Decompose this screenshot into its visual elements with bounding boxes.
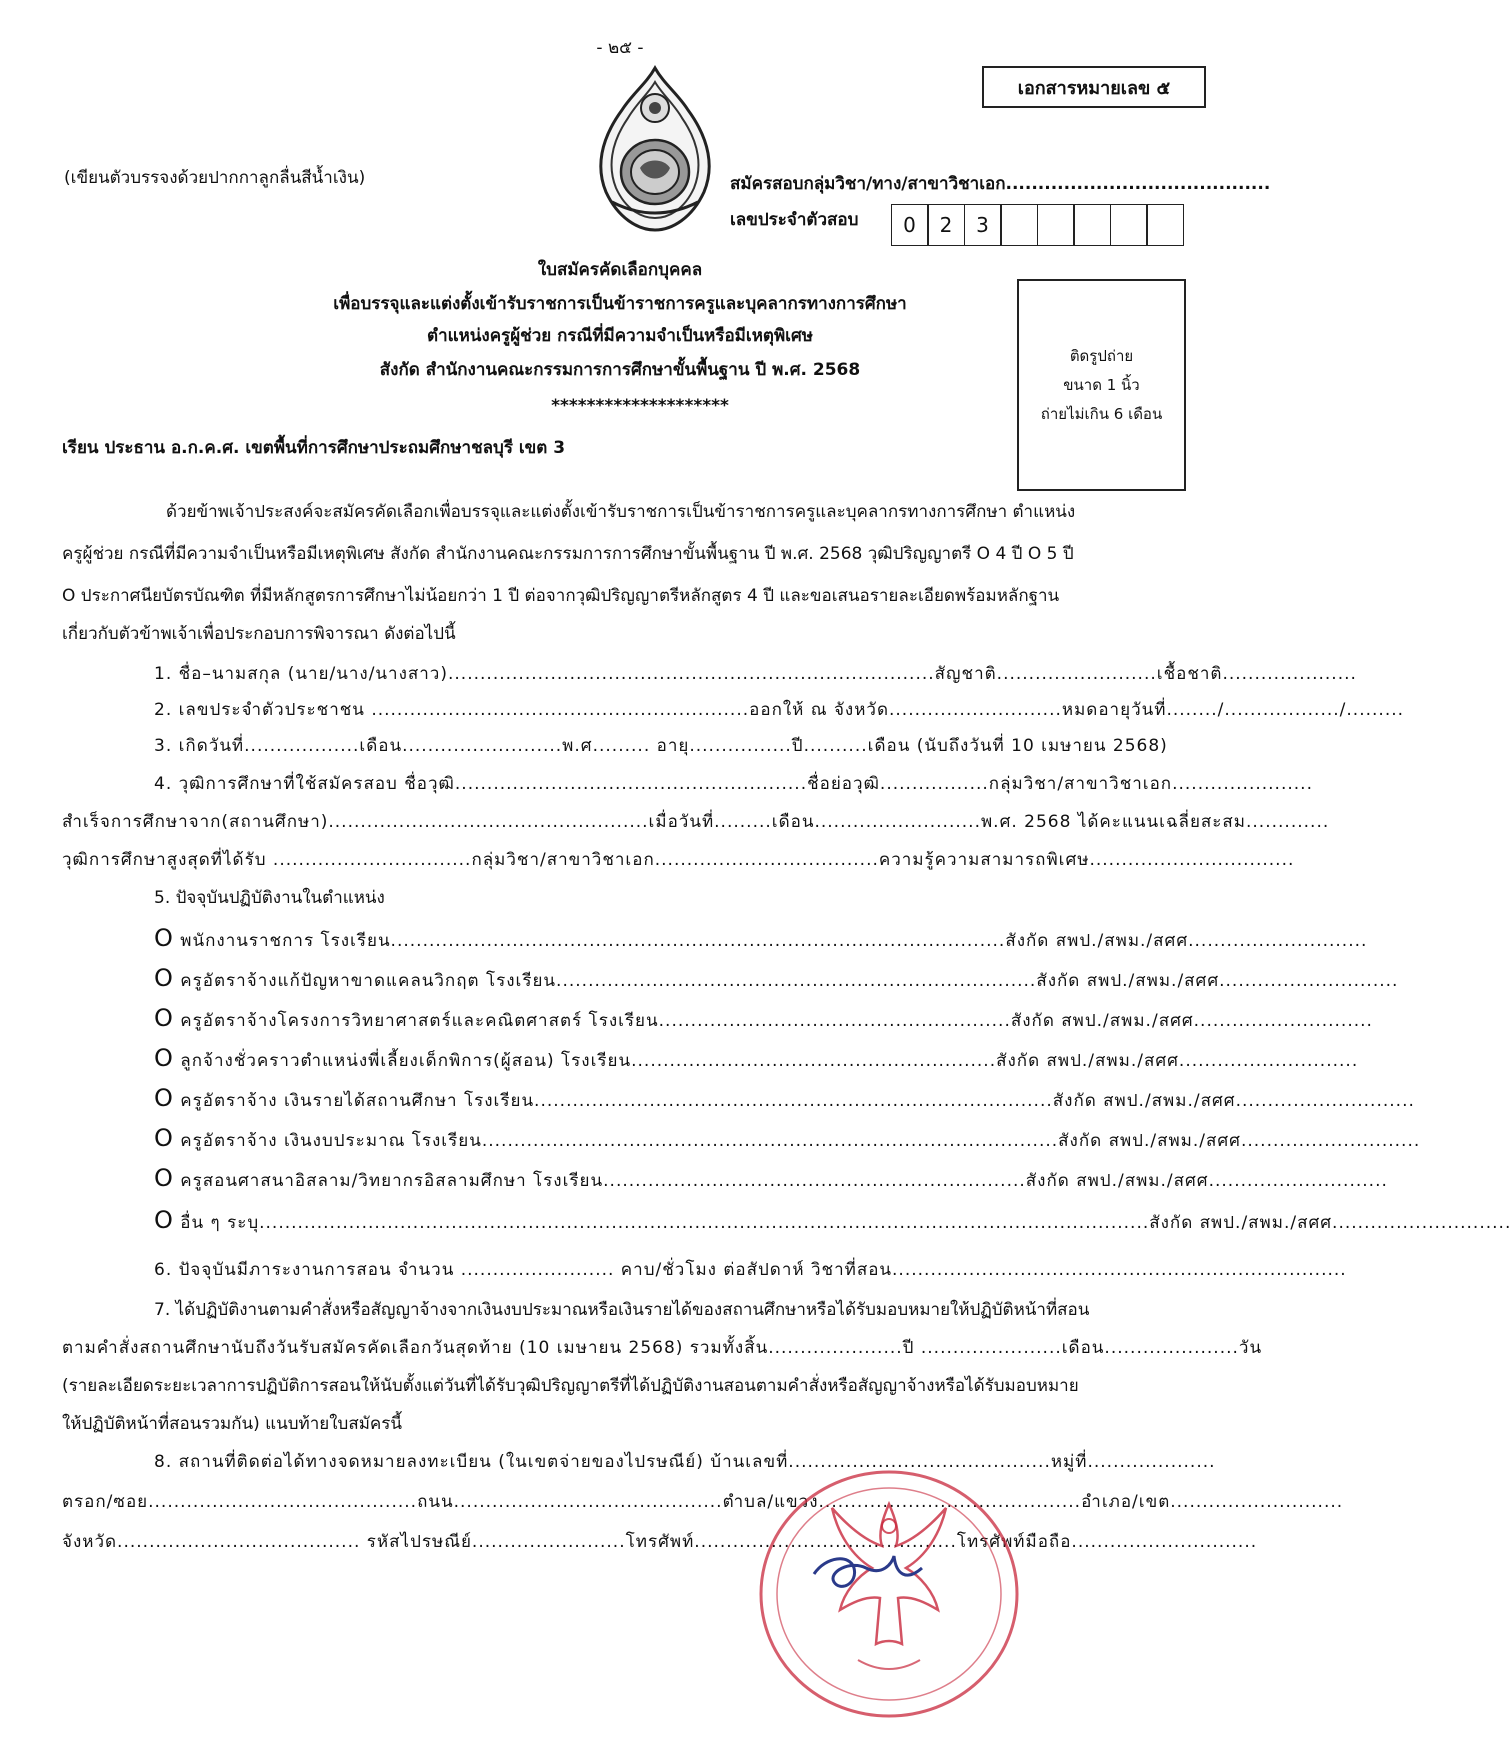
intro-line4: เกี่ยวกับตัวข้าพเจ้าเพื่อประกอบการพิจารณา ดังต่อไปนี้ <box>62 624 456 644</box>
exam-id-digit[interactable] <box>1146 204 1184 246</box>
exam-id-digit[interactable] <box>1073 204 1111 246</box>
exam-id-digit[interactable] <box>1000 204 1038 246</box>
position-option[interactable] <box>154 1164 1388 1194</box>
item-8-house-no[interactable]: 8. สถานที่ติดต่อได้ทางจดหมายลงทะเบียน (ในเขตจ่ายของไปรษณีย์) บ้านเลขที่.........................................หมู่ที่.................... <box>154 1452 1216 1472</box>
page-number: - ๒๕ - <box>596 38 644 58</box>
position-label: ครูสอนศาสนาอิสลาม/วิทยากรอิสลามศึกษา โรงเรียน..................................................................สังกัด สพป./สพม./สศศ............................ <box>180 1171 1388 1191</box>
form-title-line1: ใบสมัครคัดเลือกบุคคล <box>537 260 703 280</box>
position-radio[interactable]: O <box>154 964 174 992</box>
title-stars: ******************** <box>551 396 729 416</box>
position-option[interactable] <box>154 924 1367 954</box>
item-7-note-line1: (รายละเอียดระยะเวลาการปฏิบัติการสอนให้นับตั้งแต่วันที่ได้รับวุฒิปริญญาตรีที่ได้ปฏิบัติงานสอนตามคำสั่งหรือสัญญาจ้างหรือได้รับมอบหมาย <box>62 1376 1079 1396</box>
item-2-citizen-id[interactable]: 2. เลขประจำตัวประชาชน ...........................................................ออกให้ ณ จังหวัด...........................หมดอายุวันที่......../................../......... <box>154 700 1405 720</box>
item-1-name[interactable]: 1. ชื่อ–นามสกุล (นาย/นาง/นางสาว)............................................................................สัญชาติ.........................เชื้อชาติ..................... <box>154 664 1357 684</box>
item-5-current-position: 5. ปัจจุบันปฏิบัติงานในตำแหน่ง <box>154 888 385 908</box>
exam-id-boxes[interactable] <box>892 204 1184 246</box>
instruction-text: (เขียนตัวบรรจงด้วยปากกาลูกลื่นสีน้ำเงิน) <box>64 168 366 188</box>
position-label: พนักงานราชการ โรงเรียน................................................................................................สังกัด สพป./สพม./สศศ............................ <box>180 931 1368 951</box>
photo-box-line1: ติดรูปถ่าย <box>1069 346 1134 365</box>
item-3-birth-date[interactable]: 3. เกิดวันที่..................เดือน.........................พ.ศ......... อายุ................ปี..........เดือน (นับถึงวันที่ 10 เมษายน 2568) <box>154 736 1168 756</box>
position-radio[interactable]: O <box>154 1124 174 1152</box>
position-label: ลูกจ้างชั่วคราวตำแหน่งพี่เลี้ยงเด็กพิการ(ผู้สอน) โรงเรียน.........................................................สังกัด สพป./สพม./สศศ............................ <box>180 1051 1359 1071</box>
document-number-box <box>982 66 1206 108</box>
exam-id-digit[interactable] <box>1037 204 1075 246</box>
position-radio[interactable]: O <box>154 924 174 952</box>
document-number: เอกสารหมายเลข ๕ <box>1017 77 1171 99</box>
position-label: ครูอัตราจ้างโครงการวิทยาศาสตร์และคณิตศาสตร์ โรงเรียน.......................................................สังกัด สพป./สพม./สศศ............................ <box>180 1011 1373 1031</box>
official-stamp <box>754 1464 1024 1728</box>
item-7-duration[interactable]: ตามคำสั่งสถานศึกษานับถึงวันรับสมัครคัดเลือกวันสุดท้าย (10 เมษายน 2568) รวมทั้งสิ้น.....................ปี ......................เดือน.....................วัน <box>62 1338 1263 1358</box>
position-label: ครูอัตราจ้าง เงินรายได้สถานศึกษา โรงเรียน.................................................................................สังกัด สพป./สพม./สศศ............................ <box>180 1091 1415 1111</box>
exam-id-digit[interactable] <box>1110 204 1148 246</box>
item-8-province[interactable]: จังหวัด...................................... รหัสไปรษณีย์........................โทรศัพท์.........................................โทรศัพท์มือถือ............................. <box>62 1532 1258 1552</box>
item-4-degree[interactable]: 4. วุฒิการศึกษาที่ใช้สมัครสอบ ชื่อวุฒิ.......................................................ชื่อย่อวุฒิ.................กลุ่มวิชา/สาขาวิชาเอก...................... <box>154 774 1313 794</box>
intro-line3: O ประกาศนียบัตรบัณฑิต ที่มีหลักสูตรการศึกษาไม่น้อยกว่า 1 ปี ต่อจากวุฒิปริญญาตรีหลักสูตร 4 ปี และขอเสนอรายละเอียดพร้อมหลักฐาน <box>62 586 1060 606</box>
position-option[interactable] <box>154 1084 1415 1114</box>
photo-box-line2: ขนาด 1 นิ้ว <box>1063 375 1140 394</box>
exam-id-label: เลขประจำตัวสอบ <box>730 210 859 230</box>
position-radio[interactable]: O <box>154 1164 174 1192</box>
item-6-teaching-load[interactable]: 6. ปัจจุบันมีภาระงานการสอน จำนวน ........................ คาบ/ชั่วโมง ต่อสัปดาห์ วิชาที่สอน....................................................................... <box>154 1260 1347 1280</box>
intro-line1: ด้วยข้าพเจ้าประสงค์จะสมัครคัดเลือกเพื่อบรรจุและแต่งตั้งเข้ารับราชการเป็นข้าราชการครูและบุคลากรทางการศึกษา ตำแหน่ง <box>166 502 1076 522</box>
position-label: ครูอัตราจ้าง เงินงบประมาณ โรงเรียน..........................................................................................สังกัด สพป./สพม./สศศ............................ <box>180 1131 1421 1151</box>
item-4-institution[interactable]: สำเร็จการศึกษาจาก(สถานศึกษา)..................................................เมื่อวันที่.........เดือน..........................พ.ศ. 2568 ได้คะแนนเฉลี่ยสะสม............. <box>62 812 1330 832</box>
item-7-note-line2: ให้ปฏิบัติหน้าที่สอนรวมกัน) แนบท้ายใบสมัครนี้ <box>62 1414 403 1434</box>
photo-box[interactable] <box>1017 279 1186 491</box>
form-title-line2: เพื่อบรรจุและแต่งตั้งเข้ารับราชการเป็นข้าราชการครูและบุคลากรทางการศึกษา <box>333 294 907 314</box>
position-option[interactable] <box>154 964 1398 994</box>
intro-line2: ครูผู้ช่วย กรณีที่มีความจำเป็นหรือมีเหตุพิเศษ สังกัด สำนักงานคณะกรรมการการศึกษาขั้นพื้นฐาน ปี พ.ศ. 2568 วุฒิปริญญาตรี O 4 ปี O 5 ปี <box>62 544 1074 564</box>
photo-box-line3: ถ่ายไม่เกิน 6 เดือน <box>1040 404 1163 423</box>
ministry-seal-emblem <box>592 64 718 238</box>
position-radio[interactable]: O <box>154 1206 174 1234</box>
position-option[interactable] <box>154 1004 1373 1034</box>
position-radio[interactable]: O <box>154 1084 174 1112</box>
exam-id-digit[interactable]: 2 <box>927 204 965 246</box>
position-label: ครูอัตราจ้างแก้ปัญหาขาดแคลนวิกฤต โรงเรียน...........................................................................สังกัด สพป./สพม./สศศ............................ <box>180 971 1399 991</box>
position-option[interactable] <box>154 1124 1420 1154</box>
exam-id-digit[interactable]: 0 <box>891 204 929 246</box>
item-7-line1: 7. ได้ปฏิบัติงานตามคำสั่งหรือสัญญาจ้างจากเงินงบประมาณหรือเงินรายได้ของสถานศึกษาหรือได้รับมอบหมายให้ปฏิบัติหน้าที่สอน <box>154 1300 1090 1320</box>
form-title-line3: ตำแหน่งครูผู้ช่วย กรณีที่มีความจำเป็นหรือมีเหตุพิเศษ <box>427 326 813 346</box>
item-4-highest-degree[interactable]: วุฒิการศึกษาสูงสุดที่ได้รับ ...............................กลุ่มวิชา/สาขาวิชาเอก...................................ความรู้ความสามารถพิเศษ................................ <box>62 850 1295 870</box>
exam-id-digit[interactable]: 3 <box>964 204 1002 246</box>
position-radio[interactable]: O <box>154 1004 174 1032</box>
position-option[interactable] <box>154 1044 1358 1074</box>
salutation: เรียน ประธาน อ.ก.ค.ศ. เขตพื้นที่การศึกษาประถมศึกษาชลบุรี เขต 3 <box>62 438 566 458</box>
position-radio[interactable]: O <box>154 1044 174 1072</box>
form-title-line4: สังกัด สำนักงานคณะกรรมการการศึกษาขั้นพื้นฐาน ปี พ.ศ. 2568 <box>379 360 861 380</box>
apply-group-line[interactable]: สมัครสอบกลุ่มวิชา/ทาง/สาขาวิชาเอก......................................... <box>730 174 1271 194</box>
item-8-street[interactable]: ตรอก/ซอย..........................................ถนน..........................................ตำบล/แขวง.........................................อำเภอ/เขต........................... <box>62 1492 1344 1512</box>
position-label: อื่น ๆ ระบุ...........................................................................................................................................สังกัด สพป./สพม./สศศ............................ <box>180 1213 1511 1233</box>
position-option[interactable] <box>154 1206 1511 1236</box>
